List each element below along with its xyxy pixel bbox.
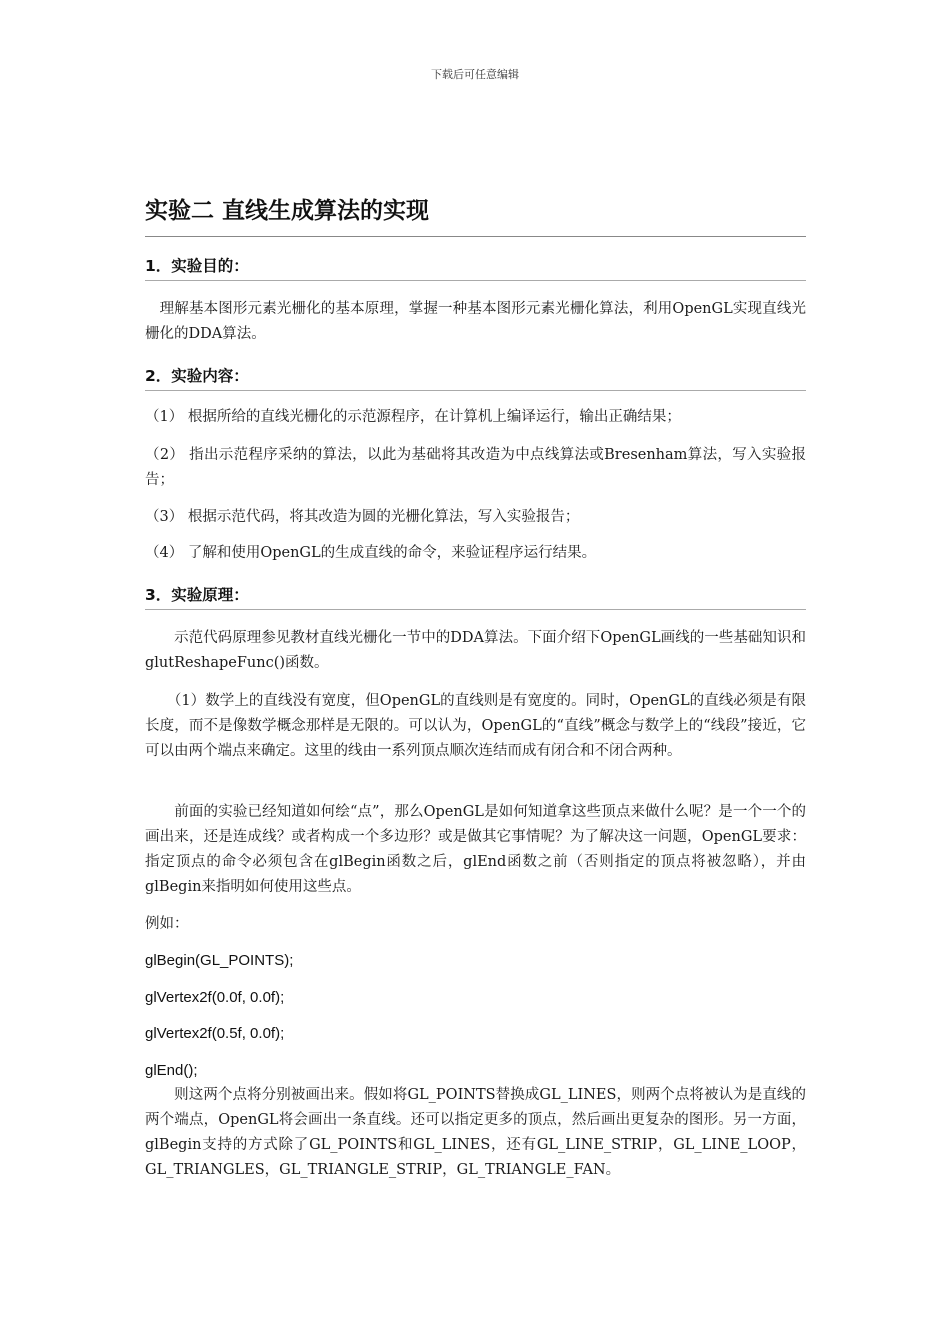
content-item-4: （4） 了解和使用OpenGL的生成直线的命令，来验证程序运行结果。 <box>145 545 597 561</box>
content-item-1: （1） 根据所给的直线光栅化的示范源程序，在计算机上编译运行，输出正确结果； <box>145 409 681 425</box>
code-line-4: glEnd(); <box>145 1062 198 1079</box>
code-line-2: glVertex2f(0.0f, 0.0f); <box>145 989 285 1006</box>
header-note: 下载后可任意编辑 <box>431 68 519 81</box>
code-line-3: glVertex2f(0.5f, 0.0f); <box>145 1025 285 1042</box>
section-heading-principle: 3．实验原理： <box>145 584 806 610</box>
code-line-1: glBegin(GL_POINTS); <box>145 952 294 969</box>
section-heading-purpose: 1．实验目的： <box>145 255 806 281</box>
section-heading-content: 2．实验内容： <box>145 365 806 391</box>
example-label: 例如： <box>145 916 189 932</box>
principle-paragraph-3: 前面的实验已经知道如何绘“点”，那么OpenGL是如何知道拿这些顶点来做什么呢？是一个一个的画出来，还是连成线？或者构成一个多边形？或是做其它事情呢？为了解决这一问题，OpenGL要求：指定顶点的命令必须包含在glBegin函数之后，glEnd函数之前（否则指定的顶点将被忽略），并由glBegin来指明如何使用这些点。 <box>145 804 806 895</box>
principle-paragraph-4: 则这两个点将分别被画出来。假如将GL_POINTS替换成GL_LINES，则两个点将被认为是直线的两个端点，OpenGL将会画出一条直线。还可以指定更多的顶点，然后画出更复杂的图形。另一方面，glBegin支持的方式除了GL_POINTS和GL_LINES，还有GL_LINE_STRIP，GL_LINE_LOOP，GL_TRIANGLES，GL_TRIANGLE_STRIP，GL_TRIANGLE_FAN。 <box>145 1087 806 1178</box>
document-title: 实验二 直线生成算法的实现 <box>145 196 806 237</box>
principle-paragraph-2: （1）数学上的直线没有宽度，但OpenGL的直线则是有宽度的。同时，OpenGL的直线必须是有限长度，而不是像数学概念那样是无限的。可以认为，OpenGL的“直线”概念与数学上的“线段”接近，它可以由两个端点来确定。这里的线由一系列顶点顺次连结而成有闭合和不闭合两种。 <box>145 693 806 759</box>
principle-paragraph-1: 示范代码原理参见教材直线光栅化一节中的DDA算法。下面介绍下OpenGL画线的一些基础知识和glutReshapeFunc()函数。 <box>145 630 806 671</box>
content-item-3: （3） 根据示范代码，将其改造为圆的光栅化算法，写入实验报告； <box>145 509 580 525</box>
content-item-2: （2） 指出示范程序采纳的算法，以此为基础将其改造为中点线算法或Bresenham算法，写入实验报告； <box>145 447 806 488</box>
purpose-paragraph: 理解基本图形元素光栅化的基本原理，掌握一种基本图形元素光栅化算法，利用OpenGL实现直线光栅化的DDA算法。 <box>145 301 806 342</box>
